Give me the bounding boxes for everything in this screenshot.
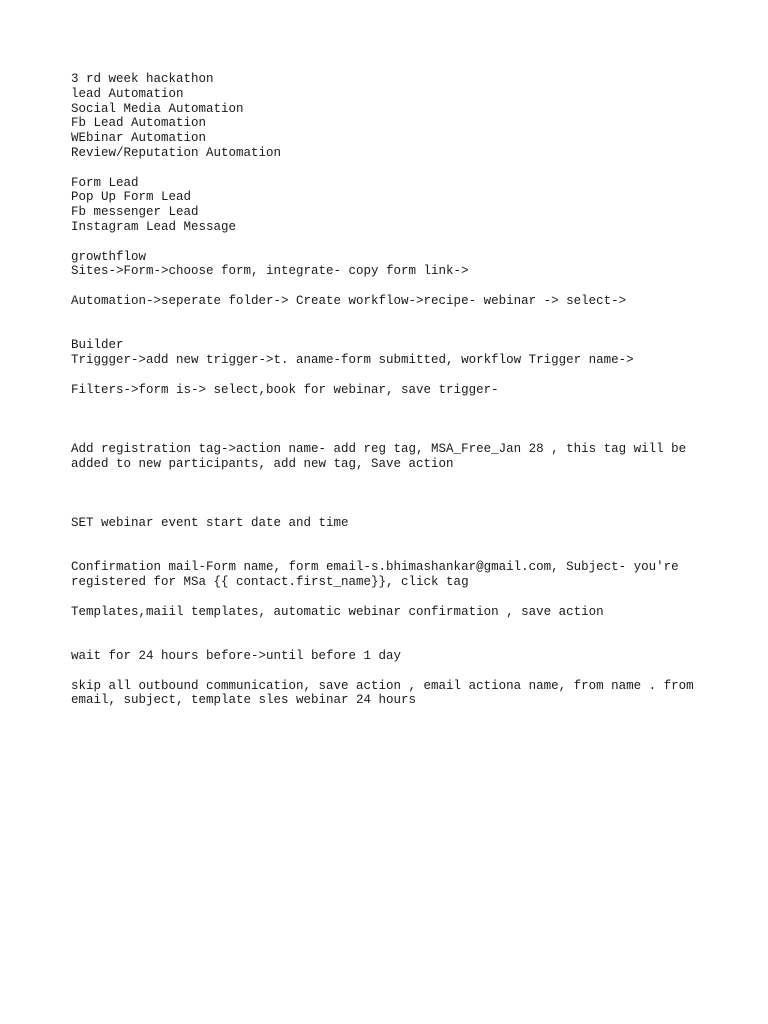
- blank-line: [71, 427, 711, 442]
- text-line: skip all outbound communication, save action , email actiona name, from name . from: [71, 678, 694, 693]
- text-line: Triggger->add new trigger->t. aname-form submitted, workflow Trigger name->: [71, 353, 634, 368]
- blank-line: [71, 531, 711, 546]
- text-line: Sites->Form->choose form, integrate- copy form link->: [71, 264, 469, 279]
- blank-line: [71, 590, 711, 605]
- document-body: [71, 72, 711, 708]
- text-line: Form Lead: [71, 175, 139, 190]
- text-line: Social Media Automation: [71, 101, 244, 116]
- text-line: Add registration tag->action name- add reg tag, MSA_Free_Jan 28 , this tag will be: [71, 441, 687, 456]
- blank-line: [71, 472, 711, 487]
- blank-line: [71, 664, 711, 679]
- text-line: Confirmation mail-Form name, form email-s.bhimashankar@gmail.com, Subject- you're: [71, 560, 679, 575]
- text-line: SET webinar event start date and time: [71, 515, 349, 530]
- text-line: added to new participants, add new tag, Save action: [71, 456, 454, 471]
- text-line: 3 rd week hackathon: [71, 72, 214, 86]
- blank-line: [71, 634, 711, 649]
- text-line: email, subject, template sles webinar 24 hours: [71, 693, 417, 708]
- text-line: Templates,maiil templates, automatic webinar confirmation , save action: [71, 604, 604, 619]
- text-line: Instagram Lead Message: [71, 219, 237, 234]
- blank-line: [71, 546, 711, 561]
- blank-line: [71, 235, 711, 250]
- blank-line: [71, 398, 711, 413]
- text-line: Review/Reputation Automation: [71, 145, 282, 160]
- text-line: growthflow: [71, 249, 147, 264]
- blank-line: [71, 279, 711, 294]
- text-line: lead Automation: [71, 86, 184, 101]
- text-line: Builder: [71, 338, 124, 353]
- blank-line: [71, 324, 711, 339]
- text-line: Automation->seperate folder-> Create workflow->recipe- webinar -> select->: [71, 293, 627, 308]
- text-line: Fb messenger Lead: [71, 205, 199, 220]
- blank-line: [71, 412, 711, 427]
- blank-line: [71, 161, 711, 176]
- blank-line: [71, 619, 711, 634]
- blank-line: [71, 486, 711, 501]
- blank-line: [71, 368, 711, 383]
- text-line: WEbinar Automation: [71, 131, 207, 146]
- text-line: wait for 24 hours before->until before 1 day: [71, 649, 402, 664]
- text-line: registered for MSa {{ contact.first_name}}, click tag: [71, 575, 469, 590]
- text-line: Pop Up Form Lead: [71, 190, 192, 205]
- blank-line: [71, 501, 711, 516]
- blank-line: [71, 309, 711, 324]
- text-line: Fb Lead Automation: [71, 116, 207, 131]
- text-line: Filters->form is-> select,book for webinar, save trigger-: [71, 382, 499, 397]
